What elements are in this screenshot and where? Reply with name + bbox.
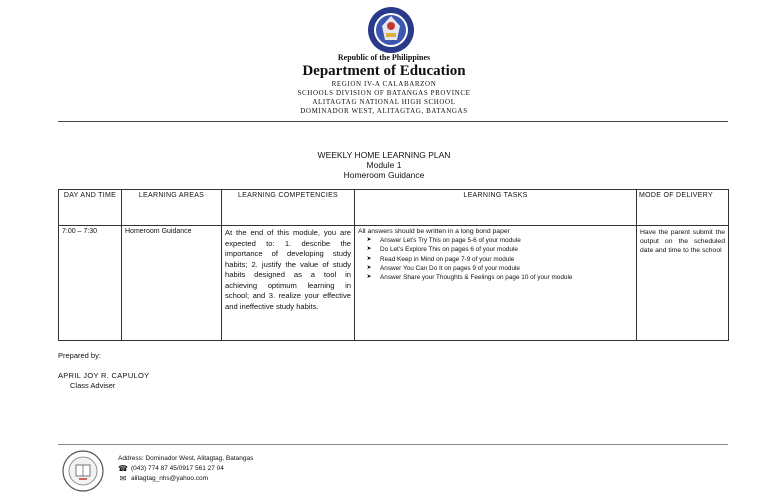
learning-plan-table	[58, 189, 729, 341]
footer-divider	[58, 444, 728, 445]
list-item	[358, 264, 633, 273]
school-seal-logo	[62, 450, 104, 492]
school-name: ALITAGTAG NATIONAL HIGH SCHOOL	[312, 98, 456, 106]
region-line: REGION IV-A CALABARZON	[331, 80, 437, 88]
tasks-intro: All answers should be written in a long bond paper	[358, 228, 510, 235]
task-text: Answer You Can Do It on pages 9 of your module	[380, 264, 520, 272]
col-header-learning-competencies: LEARNING COMPETENCIES	[222, 190, 355, 226]
list-item	[358, 273, 633, 282]
footer-email-link[interactable]: alitagtag_nhs@yahoo.com	[131, 475, 209, 482]
col-header-learning-areas: LEARNING AREAS	[122, 190, 222, 226]
deped-seal-logo	[367, 6, 415, 54]
table-header-row	[59, 190, 729, 226]
phone-icon: ☎	[118, 464, 128, 473]
cell-learning-tasks	[355, 226, 637, 341]
plan-title: WEEKLY HOME LEARNING PLAN	[317, 150, 451, 160]
school-address: DOMINADOR WEST, ALITAGTAG, BATANGAS	[300, 107, 468, 115]
cell-mode-of-delivery: Have the parent submit the output on the scheduled date and time to the school	[637, 226, 729, 341]
arrow-bullet-icon: ➤	[366, 237, 372, 243]
arrow-bullet-icon: ➤	[366, 255, 372, 262]
col-header-learning-tasks: LEARNING TASKS	[355, 190, 637, 226]
header-divider	[58, 121, 728, 122]
footer-address-text: Address: Dominador West, Alitagtag, Batangas	[118, 455, 254, 462]
prepared-by-label: Prepared by:	[58, 351, 101, 360]
cell-competencies: At the end of this module, you are expected to: 1. describe the importance of developing study habits; 2. justify the value of study habits designed as a tool in achieving optimum learning in school; and 3. realize your effective and ineffective study habits.	[222, 226, 355, 341]
adviser-position: Class Adviser	[70, 381, 116, 390]
task-text: Answer Share your Thoughts & Feelings on page 10 of your module	[380, 274, 573, 282]
footer-phone	[118, 464, 224, 473]
footer-phone-text: (043) 774 87 45/0917 561 27 04	[131, 465, 224, 472]
cell-learning-area: Homeroom Guidance	[122, 226, 222, 341]
arrow-bullet-icon: ➤	[366, 274, 372, 281]
footer-address	[118, 455, 253, 462]
plan-module: Module 1	[366, 160, 402, 170]
cell-time: 7:00 – 7:30	[59, 226, 122, 341]
division-line: SCHOOLS DIVISION OF BATANGAS PROVINCE	[297, 89, 471, 97]
task-text: Do Let’s Explore This on pages 6 of your module	[380, 246, 518, 254]
republic-line: Republic of the Philippines	[337, 53, 431, 62]
envelope-icon: ✉	[119, 474, 127, 483]
arrow-bullet-icon: ➤	[366, 246, 372, 253]
task-text: Answer Let’s Try This on page 5-6 of your module	[380, 237, 521, 244]
table-row	[59, 226, 729, 341]
department-name: Department of Education	[302, 63, 466, 79]
col-header-day-time: DAY AND TIME	[59, 190, 122, 226]
task-text: Read Keep in Mind on page 7-9 of your module	[380, 255, 515, 263]
adviser-name: APRIL JOY R. CAPULOY	[58, 371, 150, 380]
col-header-mode-of-delivery: MODE OF DELIVERY	[637, 190, 729, 226]
plan-subject: Homeroom Guidance	[343, 170, 425, 180]
list-item	[358, 236, 633, 245]
footer-email	[118, 474, 208, 483]
list-item	[358, 255, 633, 264]
arrow-bullet-icon: ➤	[366, 264, 372, 271]
list-item	[358, 245, 633, 254]
